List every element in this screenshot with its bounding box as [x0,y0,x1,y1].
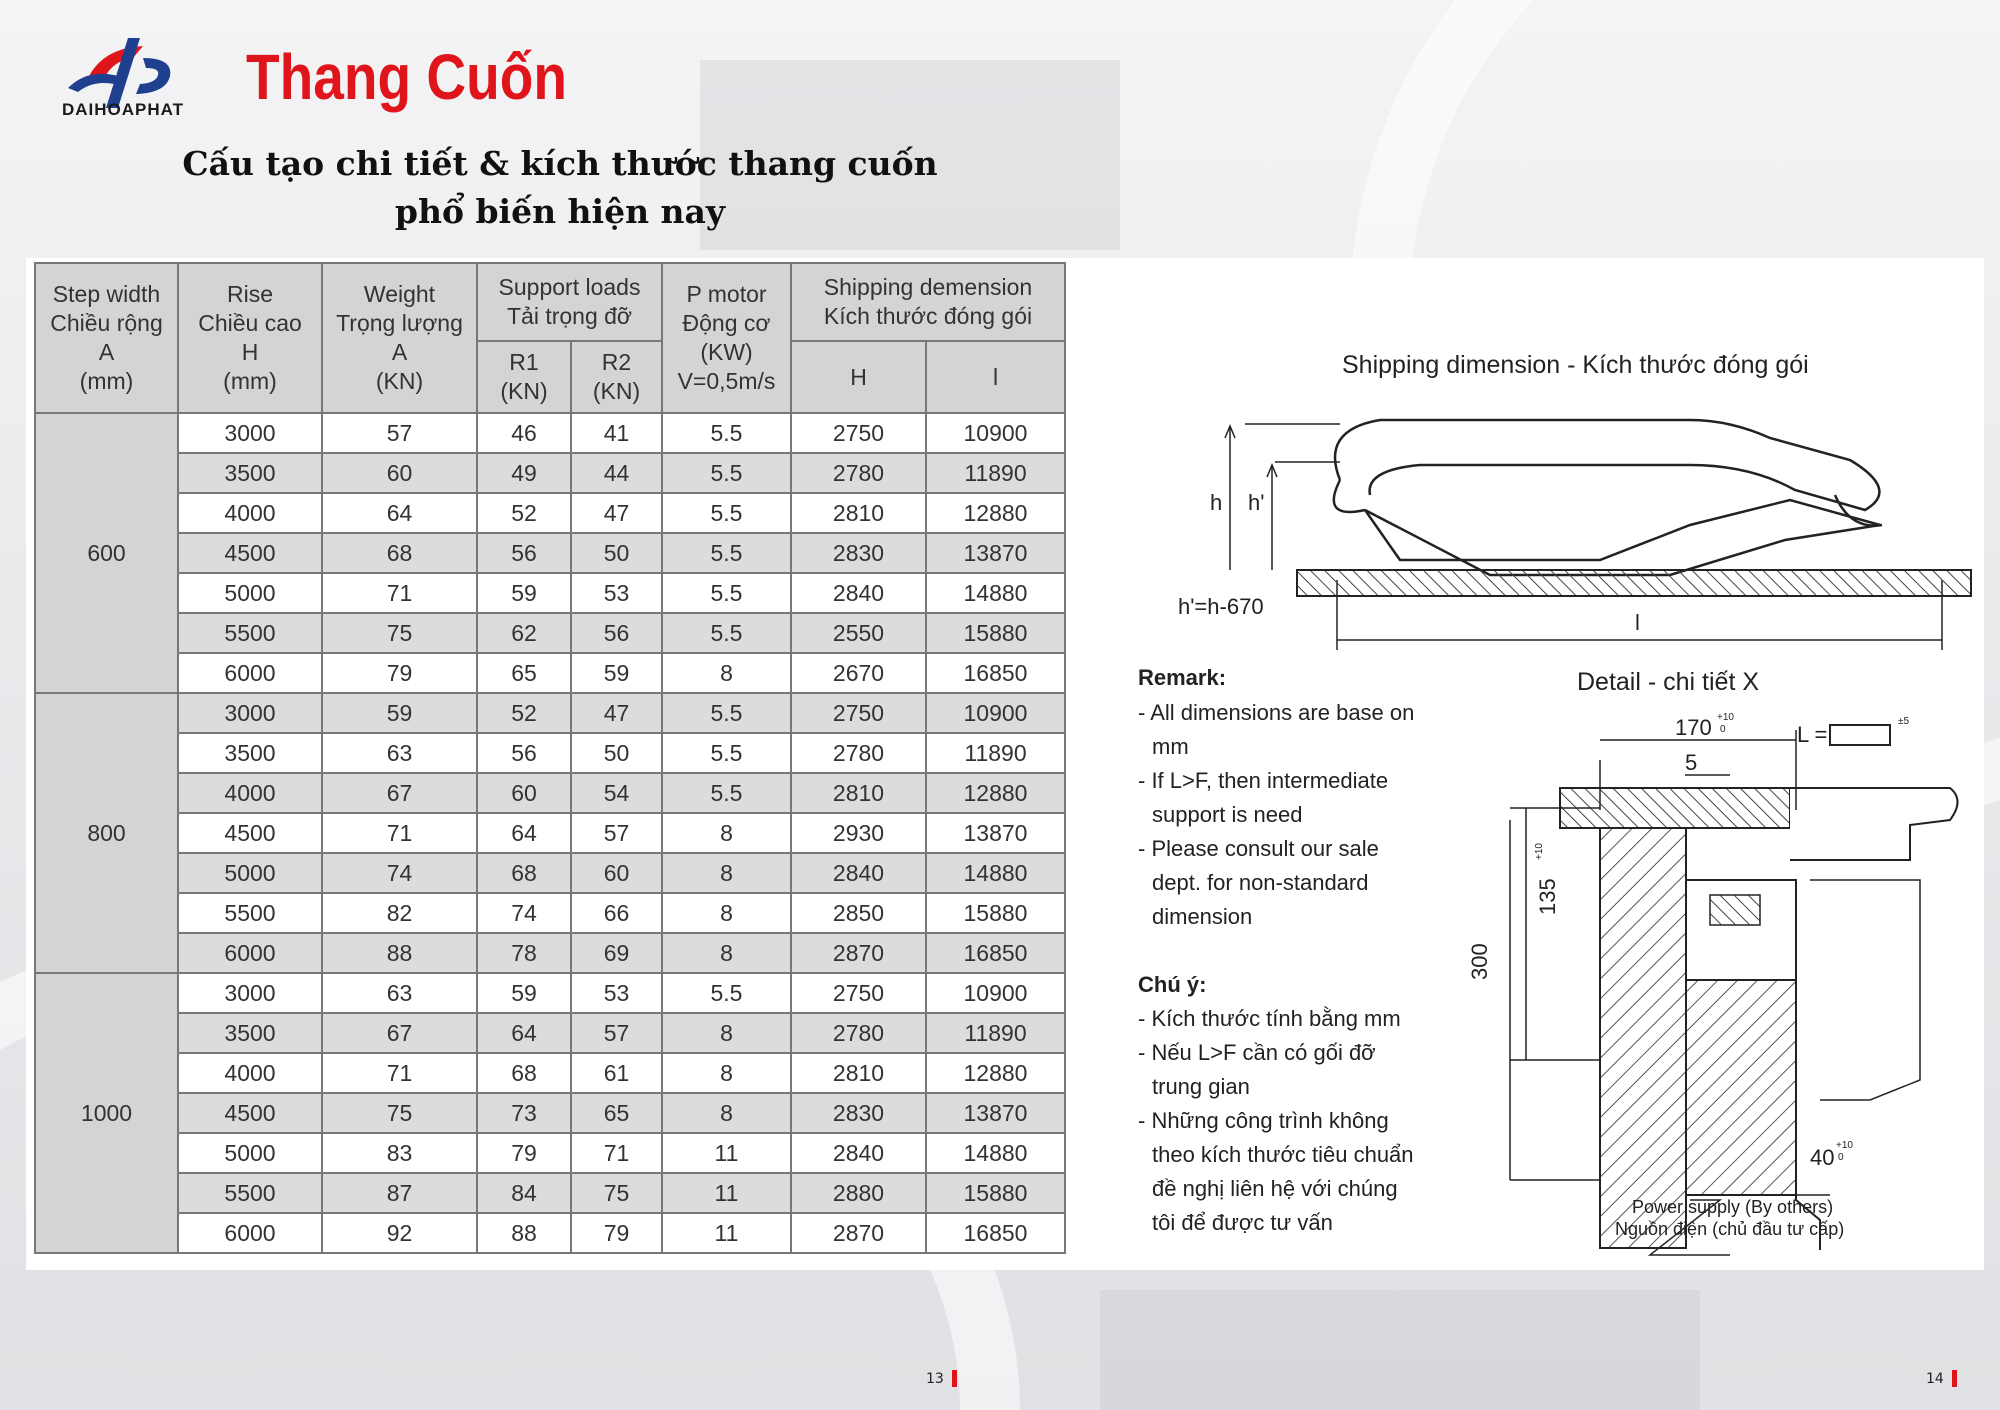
cell-r2: 44 [571,453,662,493]
cell-weight: 59 [322,693,477,733]
table-row [35,693,1065,733]
spec-table [34,262,1066,1254]
cell-r1: 46 [477,413,571,453]
cell-r2: 50 [571,733,662,773]
header-r2: R2 (KN) [571,341,662,413]
table-row [35,1093,1065,1133]
cell-weight: 71 [322,813,477,853]
cell-ship-l: 12880 [926,1053,1065,1093]
table-row [35,733,1065,773]
label-h: h [1210,490,1223,515]
cell-r2: 60 [571,853,662,893]
cell-ship-h: 2830 [791,533,926,573]
power-supply-en: Power supply (By others) [1632,1197,1834,1217]
table-row [35,1213,1065,1253]
cell-r1: 68 [477,853,571,893]
cell-ship-l: 16850 [926,933,1065,973]
cell-rise: 4500 [178,813,322,853]
cell-ship-l: 10900 [926,413,1065,453]
cell-r1: 52 [477,493,571,533]
table-row [35,813,1065,853]
cell-rise: 5000 [178,853,322,893]
cell-r2: 50 [571,533,662,573]
cell-r1: 59 [477,973,571,1013]
note-line: - Những công trình không [1138,1108,1389,1133]
page-number-right: 14 [1926,1370,1957,1387]
cell-rise: 5500 [178,1173,322,1213]
cell-motor: 5.5 [662,733,791,773]
cell-ship-l: 13870 [926,1093,1065,1133]
header-shipping: Shipping demension Kích thước đóng gói [791,263,1065,341]
dim-135: 135 [1535,878,1560,915]
table-row [35,973,1065,1013]
cell-r1: 65 [477,653,571,693]
cell-rise: 5000 [178,573,322,613]
table-row [35,933,1065,973]
shipping-drawing [1225,420,1942,650]
cell-weight: 92 [322,1213,477,1253]
table-row [35,773,1065,813]
cell-ship-h: 2840 [791,573,926,613]
header-ship-h: H [791,341,926,413]
cell-motor: 8 [662,1013,791,1053]
cell-weight: 67 [322,773,477,813]
header-step-width: Step width Chiều rộng A (mm) [35,263,178,413]
cell-r2: 69 [571,933,662,973]
cell-ship-h: 2810 [791,493,926,533]
cell-rise: 3000 [178,973,322,1013]
label-l: l [1635,610,1640,635]
cell-ship-l: 16850 [926,1213,1065,1253]
cell-r2: 56 [571,613,662,653]
cell-weight: 82 [322,893,477,933]
cell-ship-l: 14880 [926,573,1065,613]
cell-r2: 54 [571,773,662,813]
cell-ship-h: 2810 [791,773,926,813]
cell-ship-h: 2780 [791,733,926,773]
cell-rise: 5000 [178,1133,322,1173]
page-title: Thang Cuốn [246,41,567,113]
cell-ship-l: 10900 [926,693,1065,733]
remark-block [1138,665,1414,929]
header-r1: R1 (KN) [477,341,571,413]
cell-step-width: 1000 [35,973,178,1253]
cell-weight: 63 [322,973,477,1013]
cell-motor: 8 [662,1093,791,1133]
note-line: - Nếu L>F cần có gối đỡ [1138,1040,1376,1065]
subtitle-line-2: phổ biến hiện nay [394,192,726,231]
dim-170-tol: +10 [1717,712,1734,723]
cell-r2: 61 [571,1053,662,1093]
cell-motor: 5.5 [662,493,791,533]
remark-line: dimension [1152,904,1253,929]
table-row [35,493,1065,533]
cell-rise: 6000 [178,653,322,693]
cell-ship-l: 11890 [926,733,1065,773]
detail-drawing [1510,725,1958,1255]
cell-r1: 64 [477,1013,571,1053]
cell-ship-l: 13870 [926,533,1065,573]
cell-step-width: 800 [35,693,178,973]
cell-rise: 4000 [178,493,322,533]
cell-r1: 52 [477,693,571,733]
cell-r1: 78 [477,933,571,973]
cell-ship-h: 2550 [791,613,926,653]
cell-ship-l: 15880 [926,893,1065,933]
header-support-loads: Support loads Tải trọng đỡ [477,263,662,341]
spec-table-body [35,413,1065,1253]
cell-r1: 62 [477,613,571,653]
note-line: trung gian [1152,1074,1250,1099]
dim-135-tol: +10 [1534,843,1545,860]
cell-weight: 63 [322,733,477,773]
cell-ship-h: 2780 [791,453,926,493]
cell-r1: 79 [477,1133,571,1173]
cell-r2: 53 [571,573,662,613]
cell-weight: 88 [322,933,477,973]
cell-motor: 8 [662,653,791,693]
table-row [35,1133,1065,1173]
table-row [35,853,1065,893]
cell-ship-h: 2750 [791,693,926,733]
cell-r1: 64 [477,813,571,853]
dim-170: 170 [1675,715,1712,740]
header-weight: Weight Trọng lượng A (KN) [322,263,477,413]
cell-r2: 59 [571,653,662,693]
cell-r2: 71 [571,1133,662,1173]
cell-motor: 5.5 [662,693,791,733]
cell-ship-l: 15880 [926,613,1065,653]
cell-ship-l: 12880 [926,493,1065,533]
cell-r2: 57 [571,1013,662,1053]
note-line: - Kích thước tính bằng mm [1138,1006,1401,1031]
remark-line: - Please consult our sale [1138,836,1379,861]
cell-r2: 79 [571,1213,662,1253]
cell-weight: 71 [322,1053,477,1093]
cell-r2: 47 [571,493,662,533]
cell-motor: 8 [662,893,791,933]
cell-step-width: 600 [35,413,178,693]
cell-ship-l: 14880 [926,853,1065,893]
cell-ship-h: 2810 [791,1053,926,1093]
cell-motor: 8 [662,853,791,893]
cell-weight: 83 [322,1133,477,1173]
cell-r2: 47 [571,693,662,733]
cell-rise: 3000 [178,413,322,453]
cell-ship-h: 2930 [791,813,926,853]
header-ship-l: l [926,341,1065,413]
cell-ship-h: 2750 [791,973,926,1013]
cell-r1: 60 [477,773,571,813]
remark-line: - All dimensions are base on [1138,700,1415,725]
dim-300: 300 [1467,943,1492,980]
cell-ship-h: 2670 [791,653,926,693]
cell-ship-l: 11890 [926,453,1065,493]
cell-rise: 4500 [178,533,322,573]
note-title: Chú ý: [1138,972,1207,997]
cell-rise: 5500 [178,893,322,933]
table-row [35,893,1065,933]
cell-r1: 56 [477,733,571,773]
cell-ship-l: 11890 [926,1013,1065,1053]
label-h-prime: h' [1248,490,1265,515]
cell-r2: 65 [571,1093,662,1133]
cell-ship-l: 14880 [926,1133,1065,1173]
cell-r2: 75 [571,1173,662,1213]
cell-r1: 73 [477,1093,571,1133]
header-rise: Rise Chiều cao H (mm) [178,263,322,413]
cell-r2: 41 [571,413,662,453]
cell-ship-l: 15880 [926,1173,1065,1213]
cell-r2: 53 [571,973,662,1013]
cell-ship-l: 16850 [926,653,1065,693]
cell-rise: 6000 [178,1213,322,1253]
cell-rise: 5500 [178,613,322,653]
table-row [35,413,1065,453]
table-row [35,533,1065,573]
note-block [1138,972,1414,1235]
subtitle-line-1: Cấu tạo chi tiết & kích thước thang cuốn [182,144,938,183]
cell-weight: 75 [322,1093,477,1133]
cell-weight: 60 [322,453,477,493]
dim-170-tol2: 0 [1720,724,1726,735]
remark-title: Remark: [1138,665,1227,690]
cell-motor: 11 [662,1213,791,1253]
table-row [35,1053,1065,1093]
note-line: đề nghị liên hệ với chúng [1152,1176,1398,1201]
cell-r1: 74 [477,893,571,933]
cell-rise: 4500 [178,1093,322,1133]
table-row [35,1173,1065,1213]
table-row [35,1013,1065,1053]
cell-weight: 64 [322,493,477,533]
escalator-diagram [1130,320,1990,1270]
header-motor: P motor Động cơ (KW) V=0,5m/s [662,263,791,413]
page-subtitle [130,140,990,236]
cell-motor: 5.5 [662,773,791,813]
shipping-base [1297,570,1971,596]
detail-title: Detail - chi tiết X [1577,668,1760,696]
cell-r1: 84 [477,1173,571,1213]
table-row [35,613,1065,653]
cell-weight: 68 [322,533,477,573]
cell-weight: 57 [322,413,477,453]
cell-r2: 57 [571,813,662,853]
dim-L-tol: ±5 [1898,716,1910,727]
cell-r1: 56 [477,533,571,573]
cell-rise: 3500 [178,1013,322,1053]
cell-weight: 75 [322,613,477,653]
cell-ship-h: 2750 [791,413,926,453]
page-number-left: 13 [926,1370,957,1387]
cell-ship-h: 2870 [791,933,926,973]
table-row [35,653,1065,693]
cell-ship-h: 2880 [791,1173,926,1213]
cell-rise: 3500 [178,733,322,773]
cell-ship-h: 2850 [791,893,926,933]
cell-ship-l: 12880 [926,773,1065,813]
cell-rise: 4000 [178,773,322,813]
cell-r1: 59 [477,573,571,613]
cell-motor: 8 [662,813,791,853]
power-supply-vi: Nguồn điện (chủ đầu tư cấp) [1615,1219,1845,1239]
cell-motor: 5.5 [662,453,791,493]
shipping-title: Shipping dimension - Kích thước đóng gói [1342,351,1809,379]
cell-rise: 4000 [178,1053,322,1093]
cell-motor: 5.5 [662,613,791,653]
cell-weight: 71 [322,573,477,613]
cell-motor: 5.5 [662,573,791,613]
cell-r2: 66 [571,893,662,933]
cell-r1: 88 [477,1213,571,1253]
cell-motor: 11 [662,1173,791,1213]
dim-40: 40 [1810,1145,1835,1170]
cell-ship-h: 2840 [791,1133,926,1173]
table-row [35,573,1065,613]
dim-40-tol2: 0 [1838,1152,1844,1163]
cell-ship-h: 2840 [791,853,926,893]
cell-motor: 11 [662,1133,791,1173]
dim-40-tol: +10 [1836,1140,1853,1151]
cell-ship-h: 2870 [791,1213,926,1253]
cell-ship-h: 2780 [791,1013,926,1053]
cell-rise: 6000 [178,933,322,973]
note-line: theo kích thước tiêu chuẩn [1152,1142,1414,1167]
dim-5: 5 [1685,750,1698,775]
remark-line: - If L>F, then intermediate [1138,768,1389,793]
cell-ship-l: 10900 [926,973,1065,1013]
cell-weight: 74 [322,853,477,893]
cell-ship-l: 13870 [926,813,1065,853]
cell-r1: 68 [477,1053,571,1093]
cell-rise: 3500 [178,453,322,493]
label-h-formula: h'=h-670 [1178,594,1264,619]
cell-motor: 8 [662,933,791,973]
remark-line: support is need [1152,802,1303,827]
table-row [35,453,1065,493]
cell-weight: 67 [322,1013,477,1053]
cell-weight: 87 [322,1173,477,1213]
note-line: tôi để được tư vấn [1152,1210,1333,1235]
cell-motor: 5.5 [662,973,791,1013]
cell-r1: 49 [477,453,571,493]
dim-L: L = [1797,722,1828,747]
cell-motor: 5.5 [662,413,791,453]
remark-line: mm [1152,734,1189,759]
cell-ship-h: 2830 [791,1093,926,1133]
remark-line: dept. for non-standard [1152,870,1369,895]
cell-rise: 3000 [178,693,322,733]
cell-motor: 8 [662,1053,791,1093]
cell-motor: 5.5 [662,533,791,573]
cell-weight: 79 [322,653,477,693]
brand-name: DAIHOAPHAT [61,100,185,119]
